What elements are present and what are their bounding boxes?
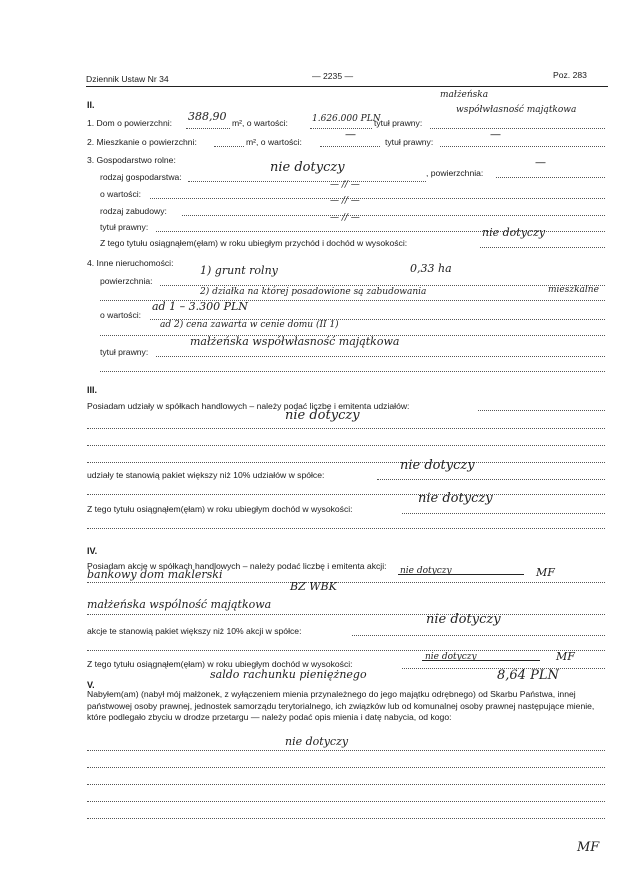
house-value-handwriting: 1.626.000 PLN bbox=[312, 114, 381, 124]
flat-label: 2. Mieszkanie o powierzchni: bbox=[87, 137, 197, 147]
house-area-handwriting: 388,90 bbox=[188, 110, 227, 123]
dotted-line bbox=[352, 635, 605, 636]
position-number: Poz. 283 bbox=[553, 70, 587, 80]
dotted-line bbox=[87, 750, 605, 751]
other-title-label: tytuł prawny: bbox=[100, 347, 149, 357]
footer-initials-handwriting: MF bbox=[577, 840, 600, 855]
dotted-line bbox=[100, 371, 605, 372]
house-label: 1. Dom o powierzchni: bbox=[87, 118, 173, 128]
farm-title-label: tytuł prawny: bbox=[100, 222, 149, 232]
farm-value-handwriting: — // — bbox=[330, 180, 360, 190]
house-title-label: tytuł prawny: bbox=[374, 118, 423, 128]
farm-buildings-label: rodzaj zabudowy: bbox=[100, 206, 167, 216]
section-v-handwriting: nie dotyczy bbox=[285, 735, 349, 748]
dotted-line bbox=[87, 767, 605, 768]
shares-handwriting: nie dotyczy bbox=[285, 408, 360, 423]
dotted-line bbox=[160, 285, 605, 286]
other-property-label: 4. Inne nieruchomości: bbox=[87, 258, 174, 268]
dotted-line bbox=[87, 818, 605, 819]
strikethrough-line bbox=[398, 574, 524, 575]
section-ii-heading: II. bbox=[87, 100, 95, 110]
other-area-handwriting-line1b: 0,33 ha bbox=[410, 262, 452, 275]
shares-label: Posiadam udziały w spółkach handlowych – należy podać liczbę i emitenta udziałów: bbox=[87, 401, 410, 411]
other-area-handwriting-line2: 2) działka na której posadowione są zabudowania bbox=[200, 287, 427, 297]
strikethrough-line bbox=[422, 660, 540, 661]
dotted-line bbox=[188, 181, 426, 182]
farm-type-handwriting: nie dotyczy bbox=[270, 160, 345, 175]
dotted-line bbox=[310, 128, 372, 129]
house-title-handwriting-line1: małżeńska bbox=[440, 90, 489, 100]
dotted-line bbox=[496, 177, 605, 178]
shares-income-handwriting: nie dotyczy bbox=[418, 491, 493, 506]
farm-income-label: Z tego tytułu osiągnąłem(ęłam) w roku ubiegłym przychód i dochód w wysokości: bbox=[100, 238, 408, 248]
section-v-heading: V. bbox=[87, 680, 95, 690]
other-value-label: o wartości: bbox=[100, 310, 142, 320]
dotted-line bbox=[214, 146, 244, 147]
section-iii-heading: III. bbox=[87, 385, 98, 395]
stocks-over10-label: akcje te stanowią pakiet większy niż 10% akcji w spółce: bbox=[87, 626, 302, 636]
dotted-line bbox=[87, 445, 605, 446]
dotted-line bbox=[440, 146, 605, 147]
other-title-handwriting: małżeńska współwłasność majątkowa bbox=[190, 335, 400, 348]
stocks-initials-handwriting: MF bbox=[536, 566, 555, 579]
flat-title-label: tytuł prawny: bbox=[385, 137, 434, 147]
dotted-line bbox=[430, 128, 605, 129]
house-area-unit-label: m², o wartości: bbox=[232, 118, 288, 128]
shares-over10-label: udziały te stanowią pakiet większy niż 10% udziałów w spółce: bbox=[87, 470, 325, 480]
dotted-line bbox=[87, 614, 605, 615]
dotted-line bbox=[156, 356, 605, 357]
journal-name: Dziennik Ustaw Nr 34 bbox=[86, 74, 169, 84]
section-v-text: Nabyłem(am) (nabył mój małżonek, z wyłączeniem mienia przynależnego do jego majątku odrębnego) od Skarbu Państwa, innej państwowej osoby prawnej, jednostek samorządu terytorialnego, ich związków lub od komunalnej osoby prawnej następujące mienie, które podlegało zbyciu w drodze przetargu — należy podać opis mienia i datę nabycia, od kogo: bbox=[87, 689, 595, 722]
farm-title-handwriting: — // — bbox=[330, 213, 360, 223]
dotted-line bbox=[182, 215, 605, 216]
other-value-handwriting-line2: ad 2) cena zawarta w cenie domu (II 1) bbox=[160, 320, 339, 330]
dotted-line bbox=[87, 582, 605, 583]
dotted-line bbox=[150, 198, 605, 199]
stocks-label: Posiadam akcje w spółkach handlowych – należy podać liczbę i emitenta akcji: bbox=[87, 561, 387, 571]
flat-title-handwriting: — bbox=[490, 128, 501, 141]
stocks-struck-handwriting: nie dotyczy bbox=[400, 566, 452, 576]
dotted-line bbox=[320, 146, 380, 147]
farm-value-label: o wartości: bbox=[100, 189, 142, 199]
stocks-income-note-handwriting: saldo rachunku pieniężnego bbox=[210, 668, 367, 681]
stocks-income-amount-handwriting: 8,64 PLN bbox=[497, 668, 559, 683]
dotted-line bbox=[402, 513, 605, 514]
stocks-handwriting-line1b: BZ WBK bbox=[290, 580, 337, 593]
farm-area-handwriting: — bbox=[535, 156, 546, 169]
other-area-handwriting-line2b: mieszkalne bbox=[548, 285, 599, 295]
stocks-over10-handwriting: nie dotyczy bbox=[426, 612, 501, 627]
dotted-line bbox=[478, 410, 605, 411]
dotted-line bbox=[377, 479, 605, 480]
dotted-line bbox=[87, 528, 605, 529]
farm-area-label: , powierzchnia: bbox=[426, 168, 484, 178]
other-area-label: powierzchnia: bbox=[100, 276, 153, 286]
stocks-income-initials-handwriting: MF bbox=[556, 650, 575, 663]
house-title-handwriting-line2: współwłasność majątkowa bbox=[456, 105, 577, 115]
stocks-handwriting-line1: bankowy dom maklerski bbox=[87, 568, 223, 581]
stocks-handwriting-line2: małżeńska wspólność majątkowa bbox=[87, 598, 272, 611]
shares-over10-handwriting: nie dotyczy bbox=[400, 458, 475, 473]
other-area-handwriting-line1: 1) grunt rolny bbox=[200, 264, 278, 277]
dotted-line bbox=[87, 784, 605, 785]
farm-income-handwriting: nie dotyczy bbox=[482, 226, 546, 239]
dotted-line bbox=[87, 494, 605, 495]
dotted-line bbox=[87, 650, 605, 651]
dotted-line bbox=[87, 801, 605, 802]
page-number: — 2235 — bbox=[312, 71, 354, 81]
flat-value-handwriting: — bbox=[345, 128, 356, 141]
section-iv-heading: IV. bbox=[87, 546, 98, 556]
header-rule bbox=[86, 86, 608, 87]
other-value-handwriting-line1: ad 1 – 3.300 PLN bbox=[152, 300, 248, 313]
flat-area-unit-label: m², o wartości: bbox=[246, 137, 302, 147]
stocks-income-struck-handwriting: nie dotyczy bbox=[425, 652, 477, 662]
farm-buildings-handwriting: — // — bbox=[330, 196, 360, 206]
farm-type-label: rodzaj gospodarstwa: bbox=[100, 172, 182, 182]
dotted-line bbox=[87, 428, 605, 429]
shares-income-label: Z tego tytułu osiągnąłem(ęłam) w roku ubiegłym dochód w wysokości: bbox=[87, 504, 353, 514]
dotted-line bbox=[87, 462, 605, 463]
dotted-line bbox=[480, 247, 605, 248]
stocks-income-label: Z tego tytułu osiągnąłem(ęłam) w roku ubiegłym dochód w wysokości: bbox=[87, 659, 353, 669]
dotted-line bbox=[186, 128, 230, 129]
farm-label: 3. Gospodarstwo rolne: bbox=[87, 155, 176, 165]
